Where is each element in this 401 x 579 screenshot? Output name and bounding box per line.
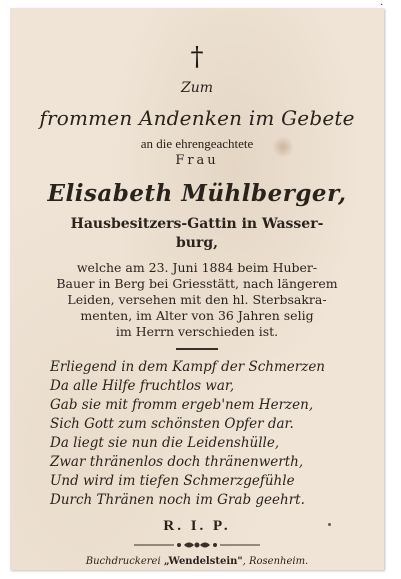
printer-city: , Rosenheim. — [242, 556, 309, 567]
body-line: menten, im Alter von 36 Jahren selig — [80, 308, 314, 323]
poem-line: Da alle Hilfe fruchtlos war, — [50, 378, 235, 394]
deceased-name: Elisabeth Mühlberger, — [47, 180, 347, 207]
ehren-text: an die ehrengeachtete — [140, 136, 254, 151]
body-line: welche am 23. Juni 1884 beim Huber- — [76, 260, 318, 275]
rip-text: R. I. P. — [163, 518, 231, 534]
memorial-card — [10, 8, 384, 570]
heading-text: frommen Andenken im Gebete — [39, 106, 355, 130]
body-line: im Herrn verschieden ist. — [115, 324, 279, 339]
printer-name: „Wendelstein" — [163, 556, 243, 567]
poem-line: Und wird im tiefen Schmerzgefühle — [50, 473, 295, 489]
body-line: Bauer in Berg bei Griesstätt, nach längerem — [56, 276, 338, 291]
title-line-1: Hausbesitzers-Gattin in Wasser- — [70, 216, 324, 232]
divider-rule — [176, 348, 218, 350]
printer-credit — [10, 556, 384, 567]
poem-line: Erliegend in dem Kampf der Schmerzen — [50, 359, 326, 375]
poem-line: Gab sie mit fromm ergeb'nem Herzen, — [50, 397, 314, 413]
poem-line: Zwar thränenlos doch thränenwerth, — [50, 454, 304, 470]
ornament-icon — [134, 540, 260, 550]
corner-mark: · — [380, 0, 384, 11]
zum-text: Zum — [180, 80, 214, 96]
poem-line: Durch Thränen noch im Grab geehrt. — [50, 492, 305, 508]
poem-line: Sich Gott zum schönsten Opfer dar. — [50, 416, 294, 432]
printer-prefix: Buchdruckerei — [85, 556, 161, 567]
poem-line: Da liegt sie nun die Leidenshülle, — [50, 435, 280, 451]
title-line-2: burg, — [175, 235, 218, 251]
frau-text: Frau — [175, 153, 219, 168]
body-line: Leiden, versehen mit den hl. Sterbsakra- — [67, 292, 327, 307]
cross-icon: † — [190, 42, 204, 72]
